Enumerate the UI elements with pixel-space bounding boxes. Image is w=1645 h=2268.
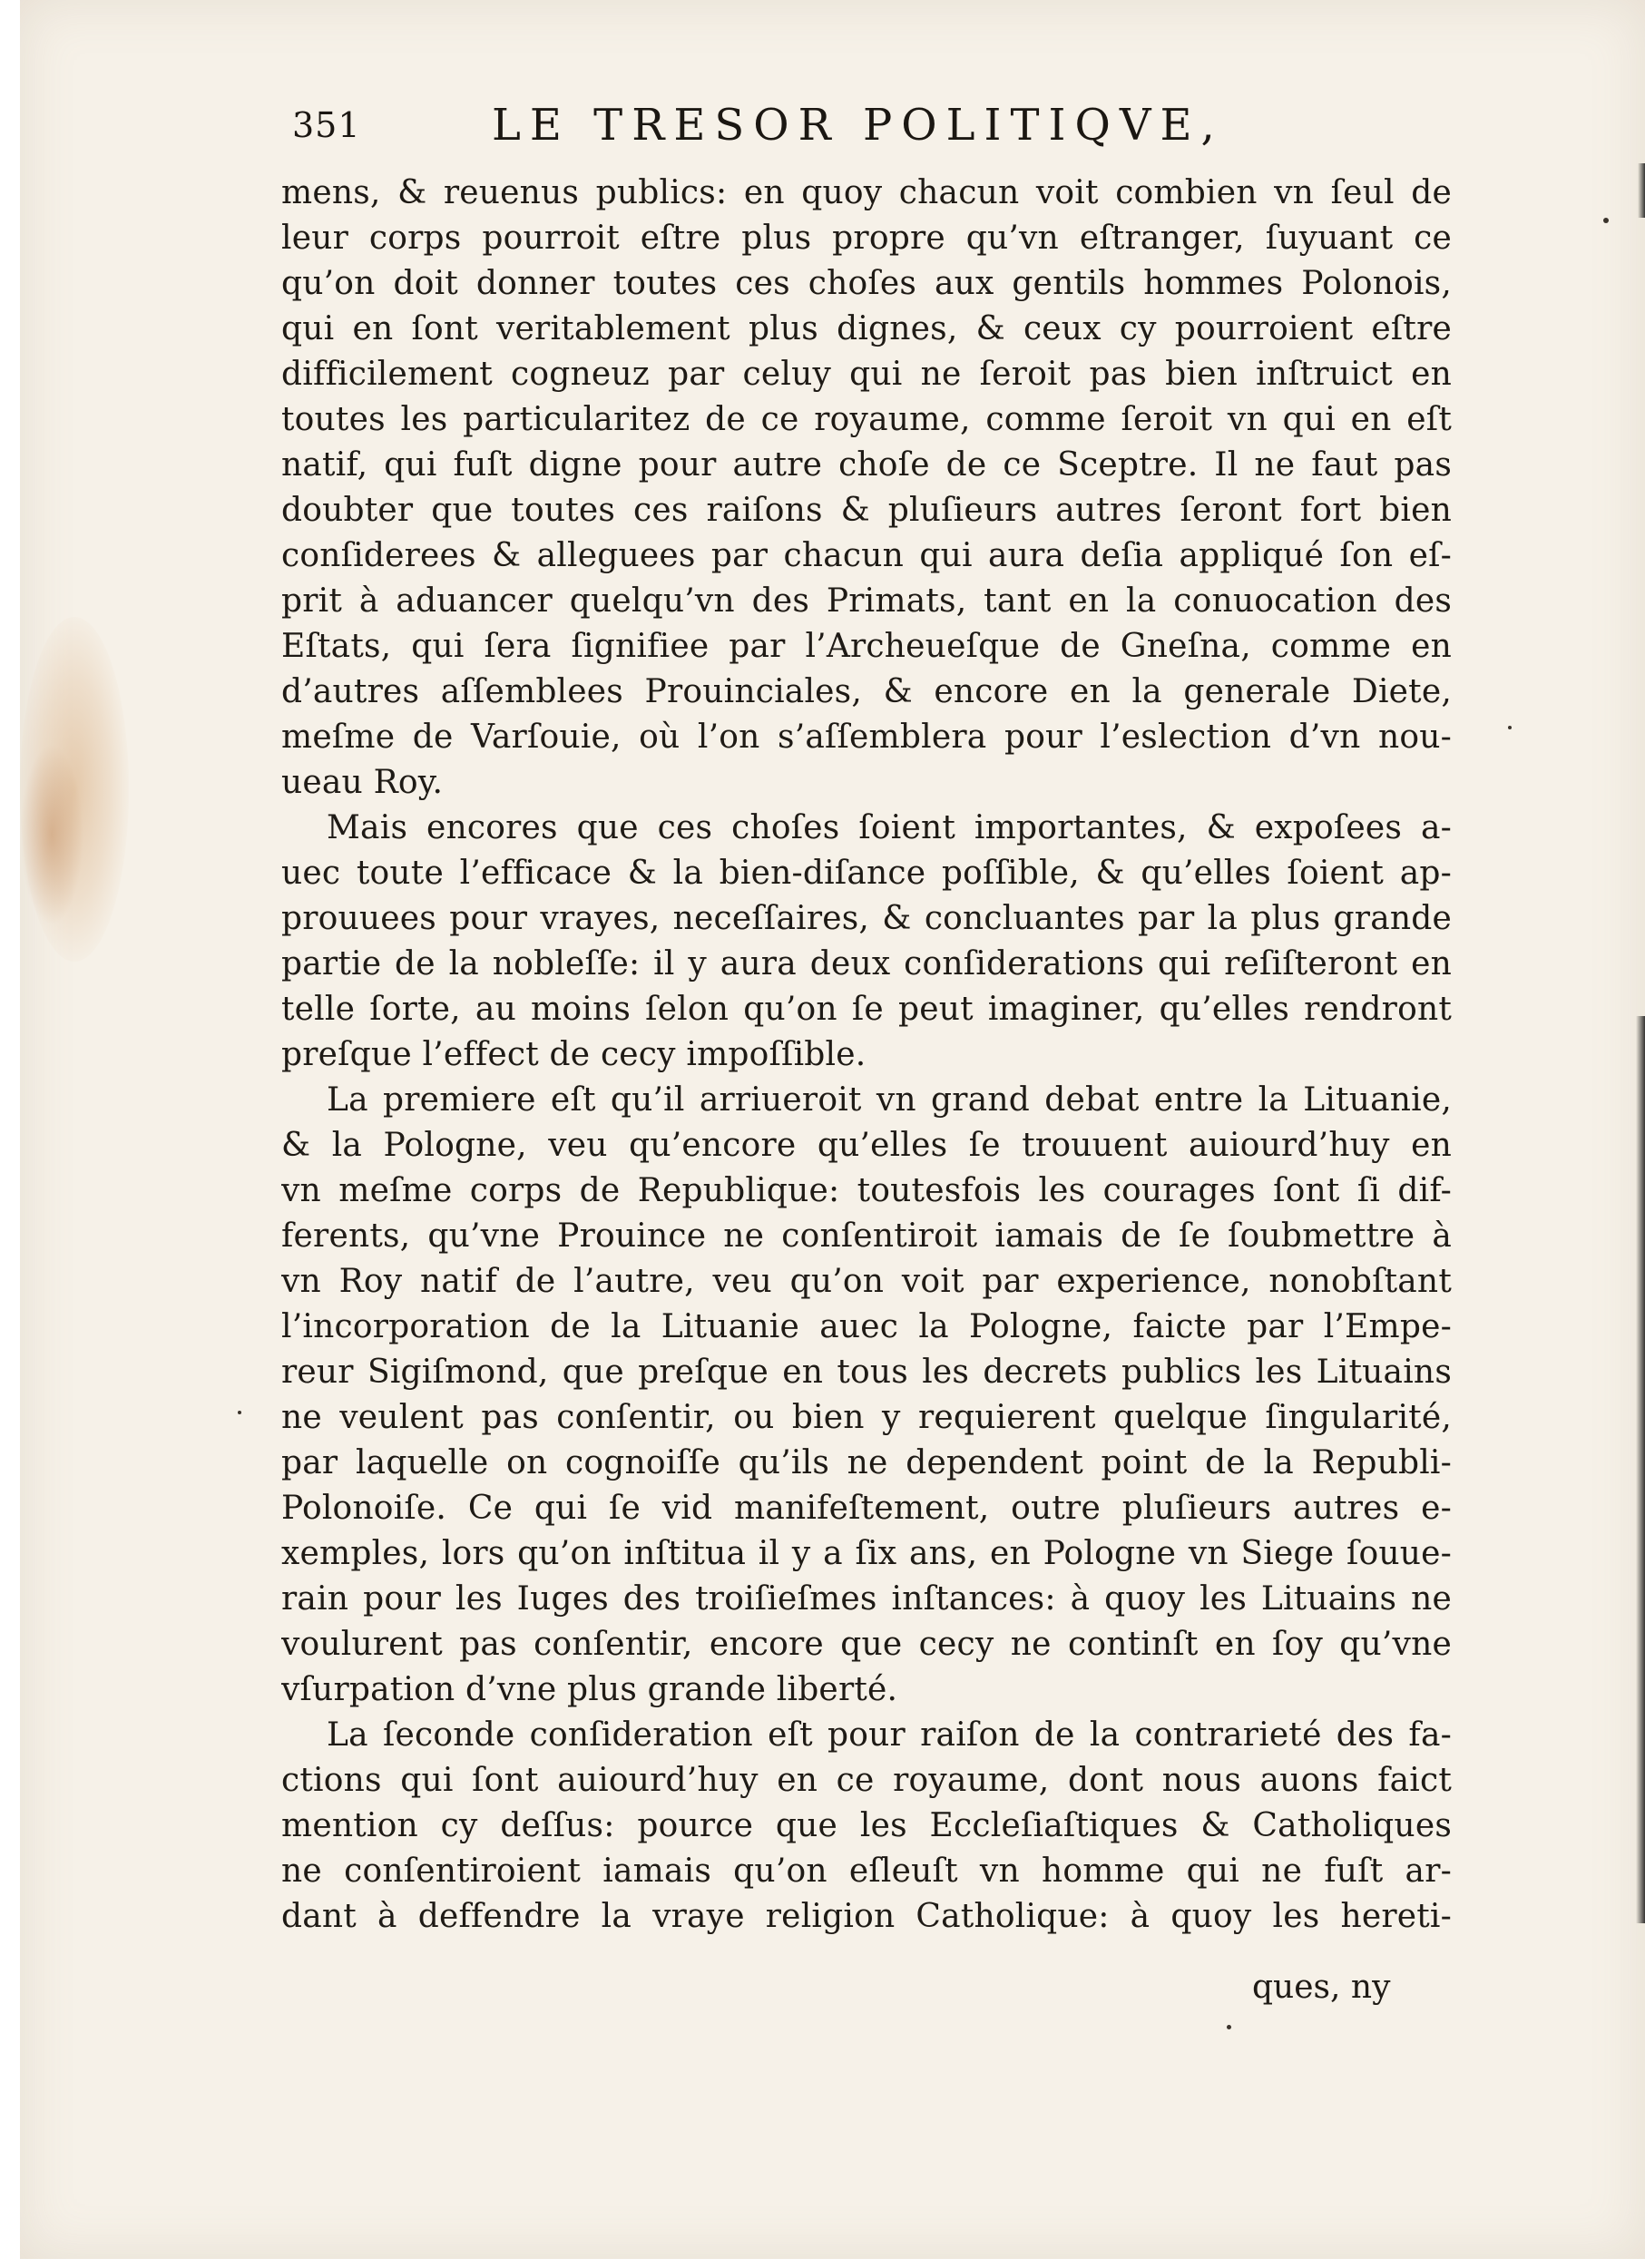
text-line: La premiere eſt qu’il arriueroit vn grand debat entre la Lituanie, — [327, 1081, 1452, 1119]
text-line: qu’on doit donner toutes ces choſes aux gentils hommes Polonois, — [281, 265, 1452, 302]
water-stain-dark — [20, 744, 83, 925]
text-line: ne veulent pas conſentir, ou bien y requierent quelque ſingularité, — [281, 1399, 1452, 1436]
text-line: meſme de Varſouie, où l’on s’aſſemblera pour l’eslection d’vn nou- — [281, 719, 1452, 756]
page-header — [292, 100, 1472, 172]
text-line: & la Pologne, veu qu’encore qu’elles ſe trouuent auiourd’huy en — [281, 1127, 1452, 1164]
text-line: difficilement cogneuz par celuy qui ne ſeroit pas bien inſtruict en — [281, 356, 1452, 393]
body-text — [281, 171, 1452, 1940]
text-line: qui en ſont veritablement plus dignes, & ceux cy pourroient eſtre — [281, 310, 1452, 347]
text-line: partie de la nobleſſe: il y aura deux conſiderations qui reſiſteront en — [281, 945, 1452, 982]
text-line: voulurent pas conſentir, encore que cecy ne continſt en ſoy qu’vne — [281, 1626, 1452, 1663]
text-line: vſurpation d’vne plus grande liberté. — [281, 1671, 898, 1708]
text-line: mention cy deſſus: pource que les Eccleſiaſtiques & Catholiques — [281, 1807, 1452, 1844]
text-line: par laquelle on cognoiſſe qu’ils ne dependent point de la Republi- — [281, 1444, 1452, 1481]
running-title: LE TRESOR POLITIQVE, — [492, 100, 1224, 151]
text-line: reur Sigiſmond, que preſque en tous les decrets publics les Lituains — [281, 1354, 1452, 1391]
page-edge-shadow-top — [1638, 163, 1645, 218]
text-line: doubter que toutes ces raiſons & pluſieurs autres ſeront fort bien — [281, 492, 1452, 529]
ink-speck — [1603, 218, 1609, 223]
text-line: prouuees pour vrayes, neceſſaires, & concluantes par la plus grande — [281, 900, 1452, 937]
text-line: ctions qui ſont auiourd’huy en ce royaume, dont nous auons faict — [281, 1762, 1452, 1799]
text-line: Mais encores que ces choſes ſoient importantes, & expoſees a- — [327, 809, 1452, 846]
page-edge-shadow — [1636, 1016, 1645, 1923]
text-line: dant à deffendre la vraye religion Catholique: à quoy les hereti- — [281, 1898, 1452, 1935]
page-number: 351 — [292, 105, 361, 145]
text-line: prit à aduancer quelqu’vn des Primats, tant en la conuocation des — [281, 582, 1452, 620]
text-line: conſiderees & alleguees par chacun qui aura deſia appliqué ſon eſ- — [281, 537, 1452, 574]
text-line: rain pour les Iuges des troiſieſmes inſtances: à quoy les Lituains ne — [281, 1580, 1452, 1618]
text-line: leur corps pourroit eſtre plus propre qu’vn eſtranger, ſuyuant ce — [281, 220, 1452, 257]
text-line: natif, qui fuſt digne pour autre choſe de ce Sceptre. Il ne faut pas — [281, 446, 1452, 484]
text-line: ueau Roy. — [281, 764, 444, 801]
text-line: telle ſorte, au moins ſelon qu’on ſe peut imaginer, qu’elles rendront — [281, 991, 1452, 1028]
text-line: La ſeconde conſideration eſt pour raiſon de la contrarieté des fa- — [327, 1716, 1452, 1754]
scan-margin — [0, 0, 20, 2268]
ink-speck — [1227, 2025, 1231, 2029]
text-line: Polonoiſe. Ce qui ſe vid manifeſtement, outre pluſieurs autres e- — [281, 1490, 1452, 1527]
text-line: preſque l’effect de cecy impoſſible. — [281, 1036, 867, 1073]
catchword: ques, ny — [1252, 1969, 1391, 2006]
ink-speck — [238, 1411, 241, 1414]
text-line: toutes les particularitez de ce royaume, comme ſeroit vn qui en eſt — [281, 401, 1452, 438]
text-line: uec toute l’efficace & la bien-diſance poſſible, & qu’elles ſoient ap- — [281, 855, 1452, 892]
text-line: xemples, lors qu’on inſtitua il y a ſix ans, en Pologne vn Siege ſouue- — [281, 1535, 1452, 1572]
text-line: mens, & reuenus publics: en quoy chacun voit combien vn ſeul de — [281, 174, 1452, 211]
text-line: vn Roy natif de l’autre, veu qu’on voit par experience, nonobſtant — [281, 1263, 1452, 1300]
text-line: d’autres aſſemblees Prouinciales, & encore en la generale Diete, — [281, 673, 1452, 710]
text-line: vn meſme corps de Republique: toutesfois les courages ſont ſi dif- — [281, 1172, 1452, 1209]
ink-speck — [1508, 726, 1512, 729]
text-line: ferents, qu’vne Prouince ne conſentiroit iamais de ſe ſoubmettre à — [281, 1217, 1452, 1255]
text-line: Eſtats, qui ſera ſignifiee par l’Archeueſque de Gneſna, comme en — [281, 628, 1452, 665]
text-line: l’incorporation de la Lituanie auec la Pologne, faicte par l’Empe- — [281, 1308, 1452, 1345]
text-line: ne conſentiroient iamais qu’on eſleuſt vn homme qui ne fuſt ar- — [281, 1853, 1452, 1890]
